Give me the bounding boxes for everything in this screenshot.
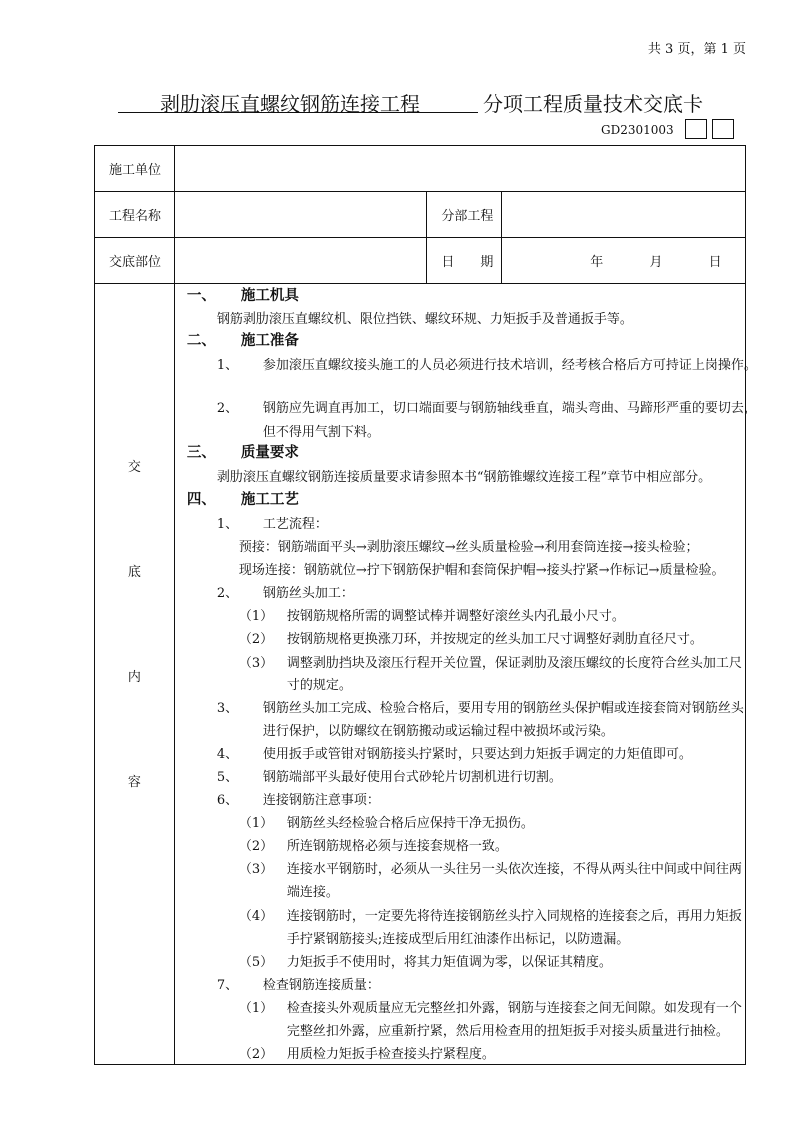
s4-p4-text: 使用扳手或管钳对钢筋接头拧紧时，只要达到力矩扳手调定的力矩值即可。	[262, 747, 692, 762]
s4-p6-sub3-num: （3）	[238, 862, 274, 877]
construction-unit-value[interactable]	[174, 146, 745, 192]
checkbox-1[interactable]	[685, 119, 707, 139]
construction-unit-label: 施工单位	[95, 146, 175, 192]
s4-p5-num: 5、	[216, 770, 239, 785]
s4-p7-sub2-num: （2）	[238, 1047, 274, 1062]
s3-num: 三、	[186, 444, 216, 461]
s4-p6-sub1-text: 钢筋丝头经检验合格后应保持干净无损伤。	[286, 816, 534, 831]
s4-p3-line1: 钢筋丝头加工完成、检验合格后，要用专用的钢筋丝头保护帽或连接套筒对钢筋丝头	[262, 701, 744, 716]
content-side-label	[95, 284, 175, 1065]
s4-p7-sub2-text: 用质检力矩扳手检查接头拧紧程度。	[286, 1047, 495, 1062]
s1-num: 一、	[186, 287, 216, 304]
s4-p2-sub1-num: （1）	[238, 609, 274, 624]
s2-item2-line1: 钢筋应先调直再加工，切口端面要与钢筋轴线垂直，端头弯曲、马蹄形严重的要切去，	[262, 401, 757, 416]
s3-text: 剥肋滚压直螺纹钢筋连接质量要求请参照本书“钢筋锥螺纹连接工程”章节中相应部分。	[216, 470, 712, 485]
s4-p7-sub1-line2: 完整丝扣外露，应重新拧紧，然后用检查用的扭矩扳手对接头质量进行抽检。	[286, 1024, 729, 1039]
s4-p6-sub4-line1: 连接钢筋时，一定要先将待连接钢筋丝头拧入同规格的连接套之后，再用力矩扳	[286, 909, 742, 924]
s2-item2-num: 2、	[216, 401, 239, 416]
date-year: 年	[590, 255, 604, 270]
s4-p6-num: 6、	[216, 793, 239, 808]
s4-p6-sub5-text: 力矩扳手不使用时，将其力矩值调为零，以保证其精度。	[286, 955, 612, 970]
s4-p1-num: 1、	[216, 517, 239, 532]
page-number: 共 3 页，第 1 页	[647, 42, 746, 57]
side-char-4: 容	[127, 775, 141, 790]
project-name-label: 工程名称	[95, 192, 175, 238]
s4-p4-num: 4、	[216, 747, 239, 762]
s4-p6-sub1-num: （1）	[238, 816, 274, 831]
s4-p2-sub3-num: （3）	[238, 656, 274, 671]
s4-p2-sub2-num: （2）	[238, 632, 274, 647]
s4-p6-sub4-line2: 手拧紧钢筋接头;连接成型后用红油漆作出标记，以防遗漏。	[286, 932, 630, 947]
date-value[interactable]	[502, 238, 746, 284]
s4-title: 施工工艺	[240, 491, 299, 508]
s4-num: 四、	[186, 491, 216, 508]
document-code: GD2301003	[601, 123, 674, 137]
side-char-3: 内	[127, 670, 141, 685]
s4-p6-sub3-line2: 端连接。	[286, 885, 339, 900]
project-name-value[interactable]	[174, 192, 426, 238]
handover-content	[174, 284, 757, 1065]
s1-title: 施工机具	[240, 287, 299, 304]
s4-p6-sub4-num: （4）	[238, 909, 274, 924]
s2-title: 施工准备	[240, 332, 299, 349]
s4-p5-text: 钢筋端部平头最好使用台式砂轮片切割机进行切割。	[262, 770, 562, 785]
s2-item1-text: 参加滚压直螺纹接头施工的人员必须进行技术培训，经考核合格后方可持证上岗操作。	[262, 358, 757, 373]
s4-p6-sub3-line1: 连接水平钢筋时，必须从一头往另一头依次连接，不得从两头往中间或中间往两	[286, 862, 742, 877]
date-day: 日	[708, 255, 722, 270]
date-label: 日 期	[427, 238, 502, 284]
s4-p2-text: 钢筋丝头加工：	[262, 586, 354, 601]
date-month: 月	[649, 255, 663, 270]
side-char-2: 底	[127, 565, 141, 580]
side-char-1: 交	[127, 460, 141, 475]
s4-p1-pre: 预接：钢筋端面平头→剥肋滚压螺纹→丝头质量检验→利用套筒连接→接头检验；	[238, 540, 699, 555]
s4-p2-num: 2、	[216, 586, 239, 601]
s3-title: 质量要求	[240, 444, 299, 461]
s4-p7-num: 7、	[216, 978, 239, 993]
sub-project-label: 分部工程	[427, 192, 502, 238]
s4-p6-sub5-num: （5）	[238, 955, 274, 970]
handover-part-label: 交底部位	[95, 238, 175, 284]
title-project: 剥肋滚压直螺纹钢筋连接工程	[160, 92, 420, 116]
handover-table	[94, 145, 757, 1065]
s4-p7-sub1-num: （1）	[238, 1001, 274, 1016]
s4-p2-sub3-line1: 调整剥肋挡块及滚压行程开关位置，保证剥肋及滚压螺纹的长度符合丝头加工尺	[286, 656, 742, 671]
s4-p6-sub2-num: （2）	[238, 839, 274, 854]
s4-p6-sub2-text: 所连钢筋规格必须与连接套规格一致。	[286, 839, 508, 854]
title-suffix: 分项工程质量技术交底卡	[483, 92, 703, 116]
s4-p3-num: 3、	[216, 701, 239, 716]
checkbox-2[interactable]	[712, 119, 734, 139]
s4-p7-text: 检查钢筋连接质量：	[262, 978, 380, 993]
s4-p2-sub1-text: 按钢筋规格所需的调整试棒并调整好滚丝头内孔最小尺寸。	[286, 609, 625, 624]
s4-p2-sub3-line2: 寸的规定。	[286, 678, 352, 693]
sub-project-value[interactable]	[502, 192, 746, 238]
s4-p1-site: 现场连接：钢筋就位→拧下钢筋保护帽和套筒保护帽→接头拧紧→作标记→质量检验。	[238, 563, 725, 578]
s1-text: 钢筋剥肋滚压直螺纹机、限位挡铁、螺纹环规、力矩扳手及普通扳手等。	[216, 312, 633, 327]
s4-p6-text: 连接钢筋注意事项：	[262, 793, 380, 808]
s4-p3-line2: 进行保护，以防螺纹在钢筋搬动或运输过程中被损坏或污染。	[262, 724, 614, 739]
s2-item1-num: 1、	[216, 358, 239, 373]
s2-item2-line2: 但不得用气割下料。	[262, 425, 380, 440]
s4-p1-text: 工艺流程：	[262, 517, 328, 532]
s4-p7-sub1-line1: 检查接头外观质量应无完整丝扣外露，钢筋与连接套之间无间隙。如发现有一个	[286, 1001, 742, 1016]
s2-num: 二、	[186, 332, 216, 349]
s4-p2-sub2-text: 按钢筋规格更换涨刀环，并按规定的丝头加工尺寸调整好剥肋直径尺寸。	[286, 632, 703, 647]
handover-part-value[interactable]	[174, 238, 426, 284]
